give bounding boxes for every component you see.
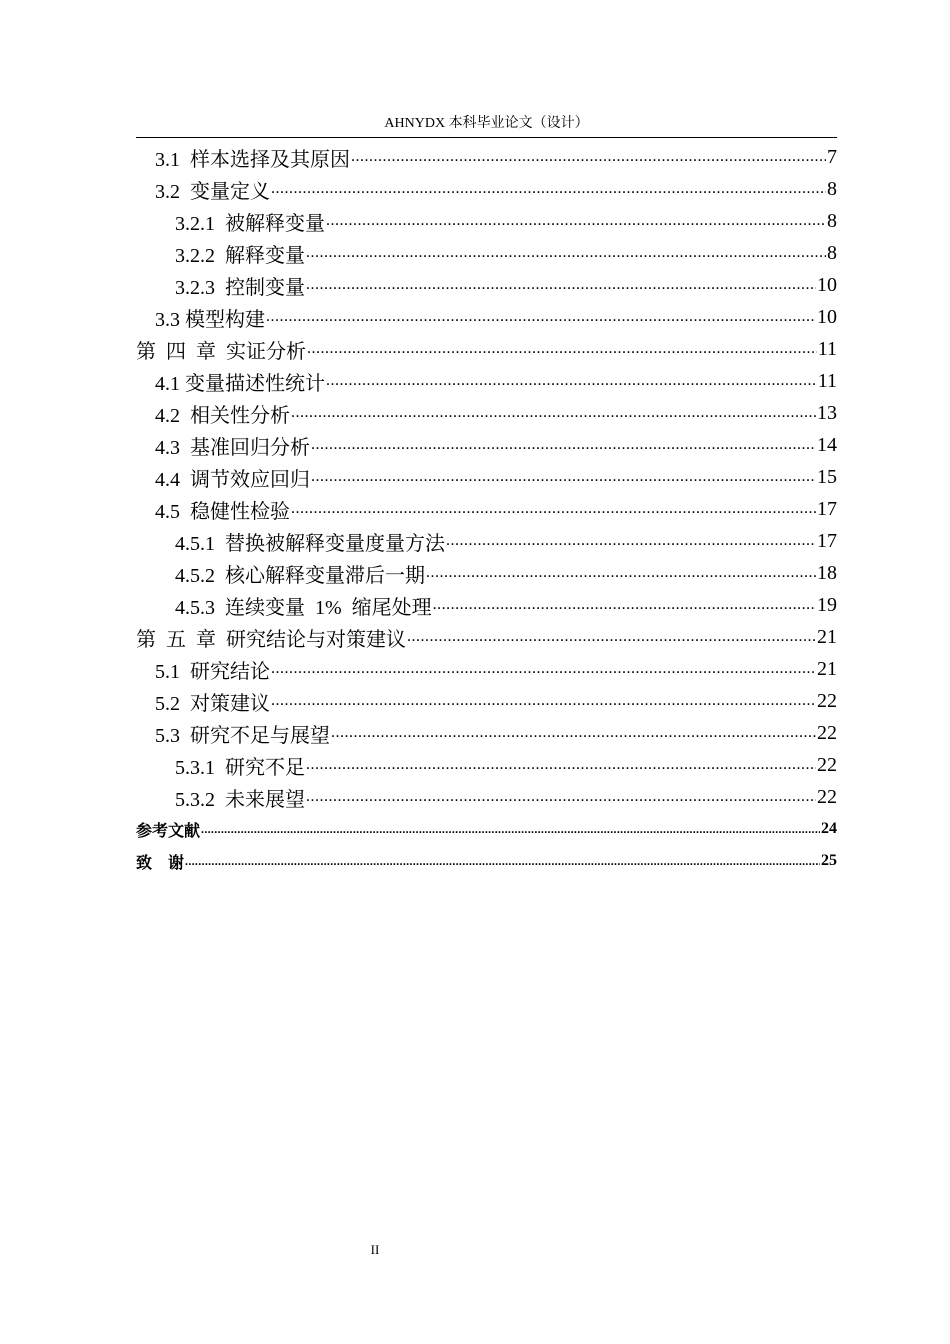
toc-entry[interactable] bbox=[136, 205, 837, 237]
page-number: II bbox=[370, 1242, 380, 1257]
toc-entry-page: 10 bbox=[817, 273, 837, 296]
toc-entry[interactable] bbox=[136, 525, 837, 557]
toc-entry[interactable] bbox=[136, 749, 837, 781]
toc-entry[interactable] bbox=[136, 621, 837, 653]
toc-entry-label: 3.2.2 解释变量 bbox=[175, 244, 305, 267]
toc-entry-page: 14 bbox=[817, 433, 837, 456]
toc-dot-leader bbox=[306, 756, 816, 781]
toc-entry-label: 4.2 相关性分析 bbox=[155, 404, 290, 427]
toc-entry-page: 22 bbox=[817, 689, 837, 712]
toc-entry[interactable] bbox=[136, 493, 837, 525]
toc-entry-label: 4.5.3 连续变量 1% 缩尾处理 bbox=[175, 596, 432, 619]
toc-dot-leader bbox=[271, 180, 826, 205]
toc-entry-page: 25 bbox=[821, 852, 837, 869]
toc-entry-page: 18 bbox=[817, 561, 837, 584]
toc-dot-leader bbox=[306, 244, 826, 269]
toc-entry-label: 5.1 研究结论 bbox=[155, 660, 270, 683]
toc-entry-page: 13 bbox=[817, 401, 837, 424]
toc-dot-leader bbox=[433, 596, 816, 621]
toc-dot-leader bbox=[307, 340, 817, 365]
toc-entry[interactable] bbox=[136, 813, 837, 845]
toc-entry-label: 第 五 章 研究结论与对策建议 bbox=[136, 628, 406, 651]
toc-entry-page: 8 bbox=[827, 177, 837, 200]
toc-entry-label: 3.1 样本选择及其原因 bbox=[155, 148, 350, 171]
toc-entry-label: 4.5 稳健性检验 bbox=[155, 500, 290, 523]
toc-entry-label: 3.2 变量定义 bbox=[155, 180, 270, 203]
toc-dot-leader bbox=[201, 822, 820, 845]
toc-entry[interactable] bbox=[136, 237, 837, 269]
toc-entry[interactable] bbox=[136, 845, 837, 877]
toc-dot-leader bbox=[331, 724, 816, 749]
toc-dot-leader bbox=[326, 212, 826, 237]
toc-entry[interactable] bbox=[136, 301, 837, 333]
toc-entry-label: 4.5.2 核心解释变量滞后一期 bbox=[175, 564, 425, 587]
toc-entry-page: 17 bbox=[817, 529, 837, 552]
toc-entry-page: 21 bbox=[817, 625, 837, 648]
toc-dot-leader bbox=[407, 628, 816, 653]
toc-dot-leader bbox=[311, 436, 816, 461]
toc-entry-label: 第 四 章 实证分析 bbox=[136, 340, 306, 363]
toc-entry[interactable] bbox=[136, 173, 837, 205]
toc-entry-label: 3.2.3 控制变量 bbox=[175, 276, 305, 299]
toc-entry-page: 11 bbox=[817, 337, 837, 360]
toc-entry-page: 21 bbox=[817, 657, 837, 680]
toc-entry-page: 10 bbox=[817, 305, 837, 328]
toc-dot-leader bbox=[271, 660, 816, 685]
page-header: AHNYDX 本科毕业论文（设计） bbox=[384, 116, 589, 131]
toc-entry[interactable] bbox=[136, 461, 837, 493]
toc-entry-page: 8 bbox=[827, 209, 837, 232]
toc-entry[interactable] bbox=[136, 653, 837, 685]
toc-dot-leader bbox=[271, 692, 816, 717]
toc-entry-page: 15 bbox=[817, 465, 837, 488]
toc-entry[interactable] bbox=[136, 141, 837, 173]
toc-entry[interactable] bbox=[136, 333, 837, 365]
toc-entry-page: 11 bbox=[817, 369, 837, 392]
toc-entry[interactable] bbox=[136, 557, 837, 589]
toc-entry-label: 5.3.2 未来展望 bbox=[175, 788, 305, 811]
toc-entry-label: 4.3 基准回归分析 bbox=[155, 436, 310, 459]
toc-dot-leader bbox=[326, 372, 817, 397]
toc-dot-leader bbox=[266, 308, 816, 333]
toc-entry[interactable] bbox=[136, 589, 837, 621]
toc-entry[interactable] bbox=[136, 429, 837, 461]
toc-entry-label: 3.3 模型构建 bbox=[155, 308, 265, 331]
toc-entry-page: 24 bbox=[821, 820, 837, 837]
toc-entry-label: 4.4 调节效应回归 bbox=[155, 468, 310, 491]
toc-entry-label: 4.5.1 替换被解释变量度量方法 bbox=[175, 532, 445, 555]
toc-entry[interactable] bbox=[136, 397, 837, 429]
header-rule bbox=[136, 137, 837, 138]
toc-entry-page: 22 bbox=[817, 721, 837, 744]
toc-entry[interactable] bbox=[136, 365, 837, 397]
toc-dot-leader bbox=[446, 532, 816, 557]
toc-dot-leader bbox=[306, 788, 816, 813]
toc-entry-label: 致 谢 bbox=[136, 854, 185, 872]
toc-dot-leader bbox=[185, 854, 820, 877]
toc-entry-label: 5.2 对策建议 bbox=[155, 692, 270, 715]
toc-entry-label: 参考文献 bbox=[136, 822, 201, 840]
toc-entry-page: 19 bbox=[817, 593, 837, 616]
toc-dot-leader bbox=[311, 468, 816, 493]
toc-dot-leader bbox=[351, 148, 826, 173]
toc-entry-page: 17 bbox=[817, 497, 837, 520]
toc-entry-page: 8 bbox=[827, 241, 837, 264]
toc-entry-page: 22 bbox=[817, 753, 837, 776]
toc-dot-leader bbox=[291, 500, 816, 525]
toc-dot-leader bbox=[426, 564, 816, 589]
toc-dot-leader bbox=[291, 404, 816, 429]
toc-entry-page: 7 bbox=[827, 145, 837, 168]
table-of-contents bbox=[136, 141, 837, 877]
toc-entry[interactable] bbox=[136, 781, 837, 813]
toc-dot-leader bbox=[306, 276, 816, 301]
toc-entry-label: 5.3 研究不足与展望 bbox=[155, 724, 330, 747]
toc-entry-label: 3.2.1 被解释变量 bbox=[175, 212, 325, 235]
toc-entry-label: 5.3.1 研究不足 bbox=[175, 756, 305, 779]
toc-entry-page: 22 bbox=[817, 785, 837, 808]
toc-entry[interactable] bbox=[136, 269, 837, 301]
toc-entry[interactable] bbox=[136, 717, 837, 749]
toc-entry[interactable] bbox=[136, 685, 837, 717]
toc-entry-label: 4.1 变量描述性统计 bbox=[155, 372, 325, 395]
